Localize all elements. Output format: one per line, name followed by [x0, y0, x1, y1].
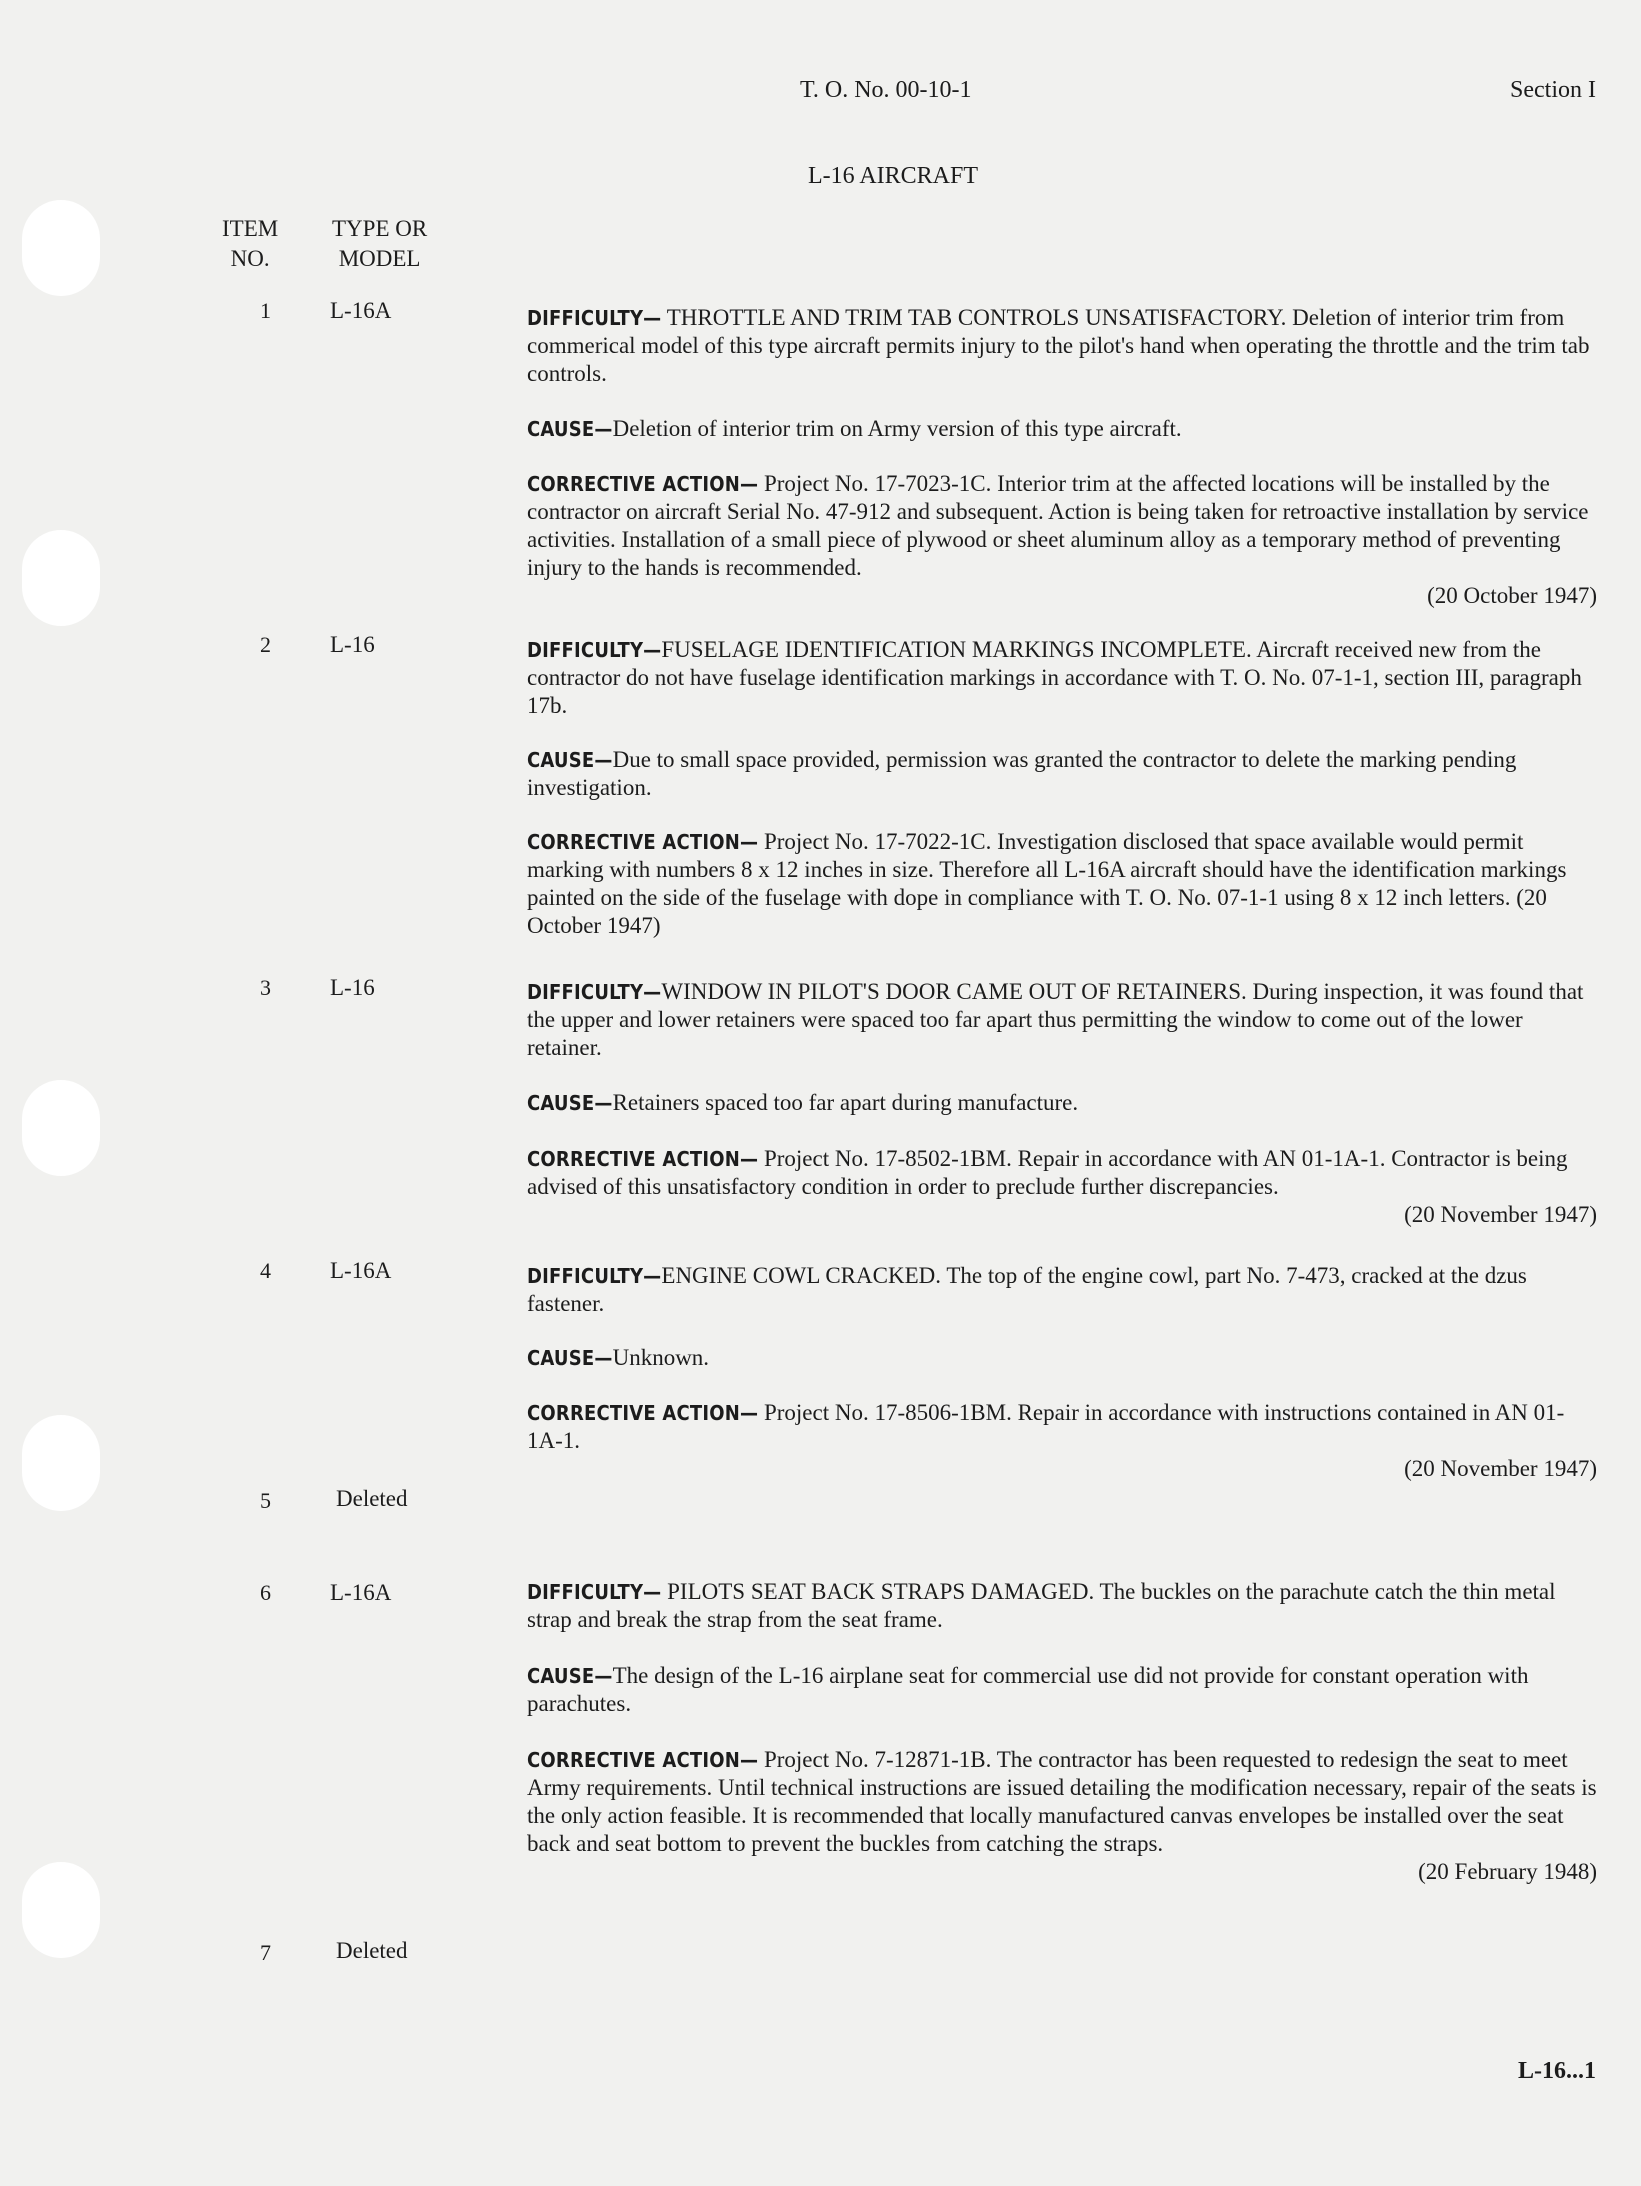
action-paragraph	[527, 470, 1597, 610]
action-text: Project No. 7-12871-1B. The contractor has been requested to redesign the seat to meet Army requirements. Until technical instructions are issued detailing the modification necessary, repair of the seats is the only action feasible. It is recommended that locally manufactured canvas envelopes be installed over the seat back and seat bottom to prevent the buckles from catching the straps.	[527, 1747, 1597, 1856]
column-header-item-no: ITEM NO.	[222, 216, 279, 271]
item-number: 6	[260, 1580, 271, 1605]
cause-paragraph	[527, 746, 1597, 802]
action-text: Project No. 17-7022-1C. Investigation disclosed that space available would permit marking with numbers 8 x 12 inches in size. Therefore all L-16A aircraft should have the identification markings painted on the side of the fuselage with dope in compliance with T. O. No. 07-1-1 using 8 x 12 inch letters.	[527, 829, 1567, 910]
cause-text: Unknown.	[612, 1345, 710, 1370]
date: (20 October 1947)	[1427, 583, 1597, 608]
punch-hole	[22, 530, 100, 626]
action-label: CORRECTIVE ACTION—	[527, 1748, 759, 1772]
cause-paragraph	[527, 1089, 1597, 1117]
cause-paragraph	[527, 1662, 1597, 1718]
action-paragraph	[527, 1145, 1597, 1229]
difficulty-paragraph	[527, 1262, 1597, 1318]
difficulty-text: FUSELAGE IDENTIFICATION MARKINGS INCOMPLETE. Aircraft received new from the contractor do not have fuselage identification markings in accordance with T. O. No. 07-1-1, section III, paragraph 17b.	[527, 637, 1582, 718]
difficulty-paragraph	[527, 636, 1597, 720]
item-entry	[527, 1262, 1597, 1483]
item-type: L-16A	[330, 1580, 392, 1605]
cause-paragraph	[527, 415, 1597, 443]
difficulty-label: DIFFICULTY—	[527, 306, 662, 330]
cause-text: The design of the L-16 airplane seat for commercial use did not provide for constant operation with parachutes.	[527, 1663, 1529, 1716]
cause-paragraph	[527, 1344, 1597, 1372]
punch-hole	[22, 1862, 100, 1958]
item-type: L-16	[330, 975, 375, 1000]
item-number: 7	[260, 1940, 271, 1965]
cause-label: CAUSE—	[527, 1664, 613, 1688]
punch-hole	[22, 1080, 100, 1176]
action-label: CORRECTIVE ACTION—	[527, 1401, 759, 1425]
cause-label: CAUSE—	[527, 748, 613, 772]
item-entry	[527, 304, 1597, 610]
item-number: 5	[260, 1488, 271, 1513]
action-paragraph	[527, 1746, 1597, 1886]
cause-label: CAUSE—	[527, 1091, 613, 1115]
date: (20 February 1948)	[1418, 1859, 1597, 1884]
cause-text: Due to small space provided, permission was granted the contractor to delete the marking pending investigation.	[527, 747, 1517, 800]
action-text: Project No. 17-7023-1C. Interior trim at the affected locations will be installed by the contractor on aircraft Serial No. 47-912 and subsequent. Action is being taken for retroactive installation by service activities. Installation of a small piece of plywood or sheet aluminum alloy as a temporary method of preventing injury to the hands is recommended.	[527, 471, 1589, 580]
item-entry	[527, 978, 1597, 1229]
doc-number: T. O. No. 00-10-1	[800, 77, 972, 103]
item-type: L-16A	[330, 298, 392, 323]
punch-hole	[22, 200, 100, 296]
difficulty-label: DIFFICULTY—	[527, 980, 662, 1004]
section-label: Section I	[1510, 77, 1596, 103]
date: (20 November 1947)	[1404, 1456, 1597, 1481]
date: (20 October 1947)	[527, 885, 1547, 938]
difficulty-text: THROTTLE AND TRIM TAB CONTROLS UNSATISFACTORY. Deletion of interior trim from commerical model of this type aircraft permits injury to the pilot's hand when operating the throttle and the trim tab controls.	[527, 305, 1590, 386]
column-header-type-model: TYPE OR MODEL	[332, 216, 428, 271]
difficulty-text: ENGINE COWL CRACKED. The top of the engine cowl, part No. 7-473, cracked at the dzus fastener.	[527, 1263, 1527, 1316]
item-entry	[527, 636, 1597, 940]
action-text: Project No. 17-8506-1BM. Repair in accordance with instructions contained in AN 01-1A-1.	[527, 1400, 1565, 1453]
difficulty-label: DIFFICULTY—	[527, 1580, 662, 1604]
cause-text: Retainers spaced too far apart during manufacture.	[612, 1090, 1079, 1115]
difficulty-label: DIFFICULTY—	[527, 638, 662, 662]
item-type: Deleted	[336, 1938, 408, 1963]
item-number: 2	[260, 632, 271, 657]
item-type: L-16A	[330, 1258, 392, 1283]
difficulty-text: WINDOW IN PILOT'S DOOR CAME OUT OF RETAINERS. During inspection, it was found that the upper and lower retainers were spaced too far apart thus permitting the window to come out of the lower retainer.	[527, 979, 1584, 1060]
difficulty-label: DIFFICULTY—	[527, 1264, 662, 1288]
item-number: 4	[260, 1258, 271, 1283]
action-paragraph	[527, 1399, 1597, 1483]
item-entry	[527, 1578, 1597, 1886]
action-label: CORRECTIVE ACTION—	[527, 1147, 759, 1171]
cause-label: CAUSE—	[527, 1346, 613, 1370]
cause-text: Deletion of interior trim on Army version of this type aircraft.	[612, 416, 1182, 441]
action-label: CORRECTIVE ACTION—	[527, 830, 759, 854]
action-paragraph	[527, 828, 1597, 940]
cause-label: CAUSE—	[527, 417, 613, 441]
page-number: L-16...1	[1518, 2058, 1596, 2084]
difficulty-text: PILOTS SEAT BACK STRAPS DAMAGED. The buckles on the parachute catch the thin metal strap and break the strap from the seat frame.	[527, 1579, 1556, 1632]
action-text: Project No. 17-8502-1BM. Repair in accordance with AN 01-1A-1. Contractor is being advised of this unsatisfactory condition in order to preclude further discrepancies.	[527, 1146, 1568, 1199]
action-label: CORRECTIVE ACTION—	[527, 472, 759, 496]
difficulty-paragraph	[527, 1578, 1597, 1634]
item-number: 3	[260, 975, 271, 1000]
item-type: L-16	[330, 632, 375, 657]
item-number: 1	[260, 298, 271, 323]
punch-hole	[22, 1415, 100, 1511]
page-title: L-16 AIRCRAFT	[808, 163, 979, 189]
date: (20 November 1947)	[1404, 1202, 1597, 1227]
difficulty-paragraph	[527, 304, 1597, 388]
item-type: Deleted	[336, 1486, 408, 1511]
difficulty-paragraph	[527, 978, 1597, 1062]
